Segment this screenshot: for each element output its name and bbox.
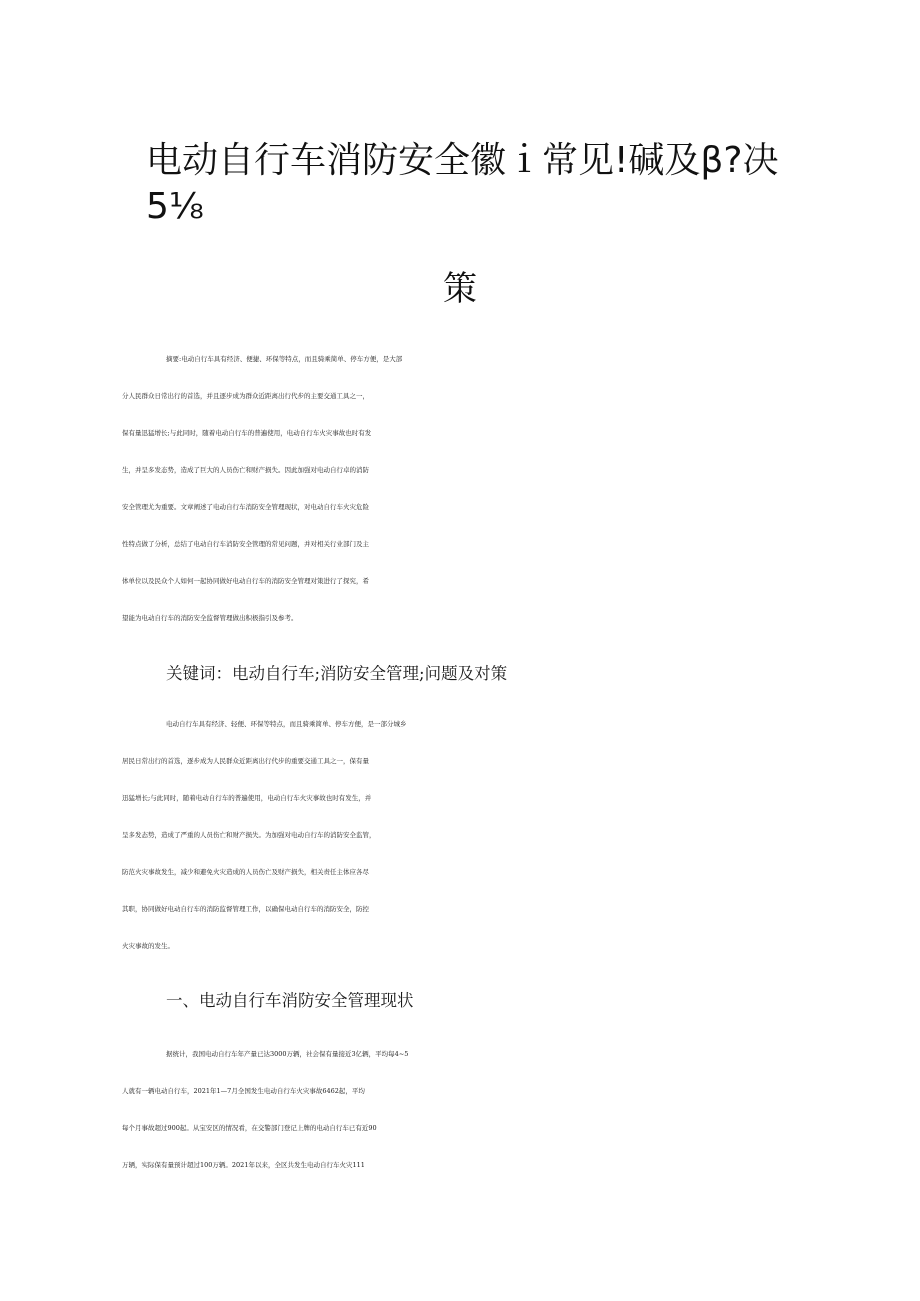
abstract-line: 性特点做了分析，总结了电动自行车消防安全管理的常见问题，并对相关行业部门及主 — [122, 540, 369, 548]
document-title — [146, 138, 796, 230]
stats-line: 据统计，我国电动自行车年产量已达3000万辆，社会保有量接近3亿辆，平均每4~5 — [166, 1050, 409, 1058]
section-heading-1: 一、电动自行车消防安全管理现状 — [166, 991, 414, 1010]
intro-line: 其职，协同做好电动自行车的消防监督管理工作，以确保电动自行车的消防安全，防控 — [122, 905, 369, 913]
abstract-paragraph — [122, 341, 792, 637]
stats-line: 人就有一辆电动自行车，2021年1—7月全国发生电动自行车火灾事故6462起，平均 — [122, 1087, 365, 1095]
title-line-1: 电动自行车消防安全徽ｉ常见!碱及β?决 — [146, 140, 779, 181]
title-tail: 策 — [443, 269, 477, 309]
title-line-2: 5⅛ — [146, 186, 204, 227]
stats-paragraph — [122, 1036, 792, 1184]
intro-line: 火灾事故的发生。 — [122, 942, 174, 950]
intro-paragraph — [122, 706, 792, 965]
stats-line: 万辆，实际保有量预计超过100万辆。2021年以来，全区共发生电动自行车火灾111 — [122, 1161, 365, 1169]
intro-line: 电动自行车具有经济、轻便、环保等特点，而且骑乘简单、停车方便，是一部分城乡 — [166, 720, 407, 728]
abstract-line: 望能为电动自行车的消防安全监督管理做出积极指引及参考。 — [122, 614, 298, 622]
abstract-line: 安全管理尤为重要。文章阐述了电动自行车消防安全管理现状，对电动自行车火灾危险 — [122, 503, 369, 511]
keywords-line: 关键词：电动自行车;消防安全管理;问题及对策 — [166, 664, 508, 683]
abstract-line: 保有量迅猛增长;与此同时，随着电动自行车的普遍使用，电动自行车火灾事故也时有发 — [122, 429, 372, 437]
intro-line: 呈多发态势，造成了严重的人员伤亡和财产损失。为加强对电动自行车的消防安全监管， — [122, 831, 376, 839]
abstract-line: 摘要:电动自行车具有经济、便捷、环保等特点，而且骑乘简单、停车方便，是大部 — [166, 355, 403, 363]
stats-line: 每个月事故超过900起。从宝安区的情况看，在交警部门登记上牌的电动自行车已有近90 — [122, 1124, 377, 1132]
abstract-line: 体单位以及民众个人如何一起协同做好电动自行车的消防安全管理对策进行了探究，希 — [122, 577, 369, 585]
abstract-line: 分人民群众日常出行的首选，并且逐步成为群众近距离出行代步的主要交通工具之一， — [122, 392, 369, 400]
abstract-line: 生，并呈多发态势，造成了巨大的人员伤亡和财产损失。因此加强对电动自行卓的消防 — [122, 466, 369, 474]
intro-line: 居民日常出行的首选，逐步成为人民群众近距离出行代步的重要交通工具之一，保有量 — [122, 757, 369, 765]
intro-line: 防范火灾事故发生，减少和避免火灾造成的人员伤亡及财产损失，相关责任主体应各尽 — [122, 868, 369, 876]
intro-line: 迅猛增长;与此同时，随着电动自行车的普遍使用，电动自行车火灾事故也时有发生，并 — [122, 794, 372, 802]
